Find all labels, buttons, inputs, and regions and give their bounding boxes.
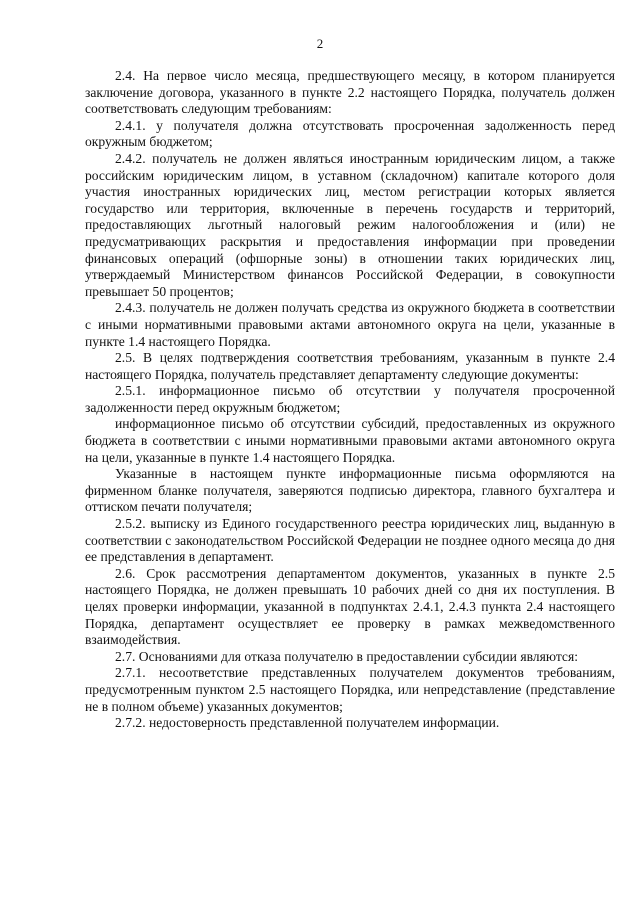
document-body [85,68,615,732]
paragraph-2-4-3: 2.4.3. получатель не должен получать средства из окружного бюджета в соответствии с иными нормативными правовыми актами автономного округа на цели, указанные в пункте 1.4 настоящего Порядка. [85,300,615,349]
paragraph-2-4-2: 2.4.2. получатель не должен являться иностранным юридическим лицом, а также российским юридическим лицом, в уставном (складочном) капитале которого доля участия иностранных юридических лиц, местом регистрации которых является государство или территория, включенные в перечень государств и территорий, предоставляющих льготный налоговый режим налогообложения и (или) не предусматривающих раскрытия и предоставления информации при проведении финансовых операций (офшорные зоны) в отношении таких юридических лиц, утверждаемый Министерством финансов Российской Федерации, в совокупности превышает 50 процентов; [85,150,615,299]
paragraph-2-4-1: 2.4.1. у получателя должна отсутствовать просроченная задолженность перед окружным бюджетом; [85,117,615,150]
paragraph-2-5-1-note: Указанные в настоящем пункте информационные письма оформляются на фирменном бланке получателя, заверяются подписью директора, главного бухгалтера и оттиском печати получателя; [85,466,615,515]
paragraph-2-5-2: 2.5.2. выписку из Единого государственного реестра юридических лиц, выданную в соответствии с законодательством Российской Федерации не позднее одного месяца до дня ее представления в департамент. [85,516,615,565]
paragraph-2-7-1: 2.7.1. несоответствие представленных получателем документов требованиям, предусмотренным пунктом 2.5 настоящего Порядка, или непредставление (представление не в полном объеме) указанных документов; [85,665,615,714]
paragraph-2-4: 2.4. На первое число месяца, предшествующего месяцу, в котором планируется заключение договора, указанного в пункте 2.2 настоящего Порядка, получатель должен соответствовать следующим требованиям: [85,68,615,117]
paragraph-2-6: 2.6. Срок рассмотрения департаментом документов, указанных в пункте 2.5 настоящего Порядка, не должен превышать 10 рабочих дней со дня их поступления. В целях проверки информации, указанной в подпунктах 2.4.1, 2.4.3 пункта 2.4 настоящего Порядка, департамент осуществляет ее проверку в рамках межведомственного взаимодействия. [85,565,615,648]
paragraph-2-5-1-continued: информационное письмо об отсутствии субсидий, предоставленных из окружного бюджета в соответствии с иными нормативными правовыми актами автономного округа на цели, указанные в пункте 1.4 настоящего Порядка. [85,416,615,465]
page-number: 2 [316,36,324,51]
paragraph-2-7: 2.7. Основаниями для отказа получателю в предоставлении субсидии являются: [115,648,578,664]
paragraph-2-7-2: 2.7.2. недостоверность представленной получателем информации. [115,715,500,731]
paragraph-2-5: 2.5. В целях подтверждения соответствия требованиям, указанным в пункте 2.4 настоящего Порядка, получатель представляет департаменту следующие документы: [85,350,615,382]
paragraph-2-5-1: 2.5.1. информационное письмо об отсутствии у получателя просроченной задолженности перед окружным бюджетом; [85,383,615,415]
